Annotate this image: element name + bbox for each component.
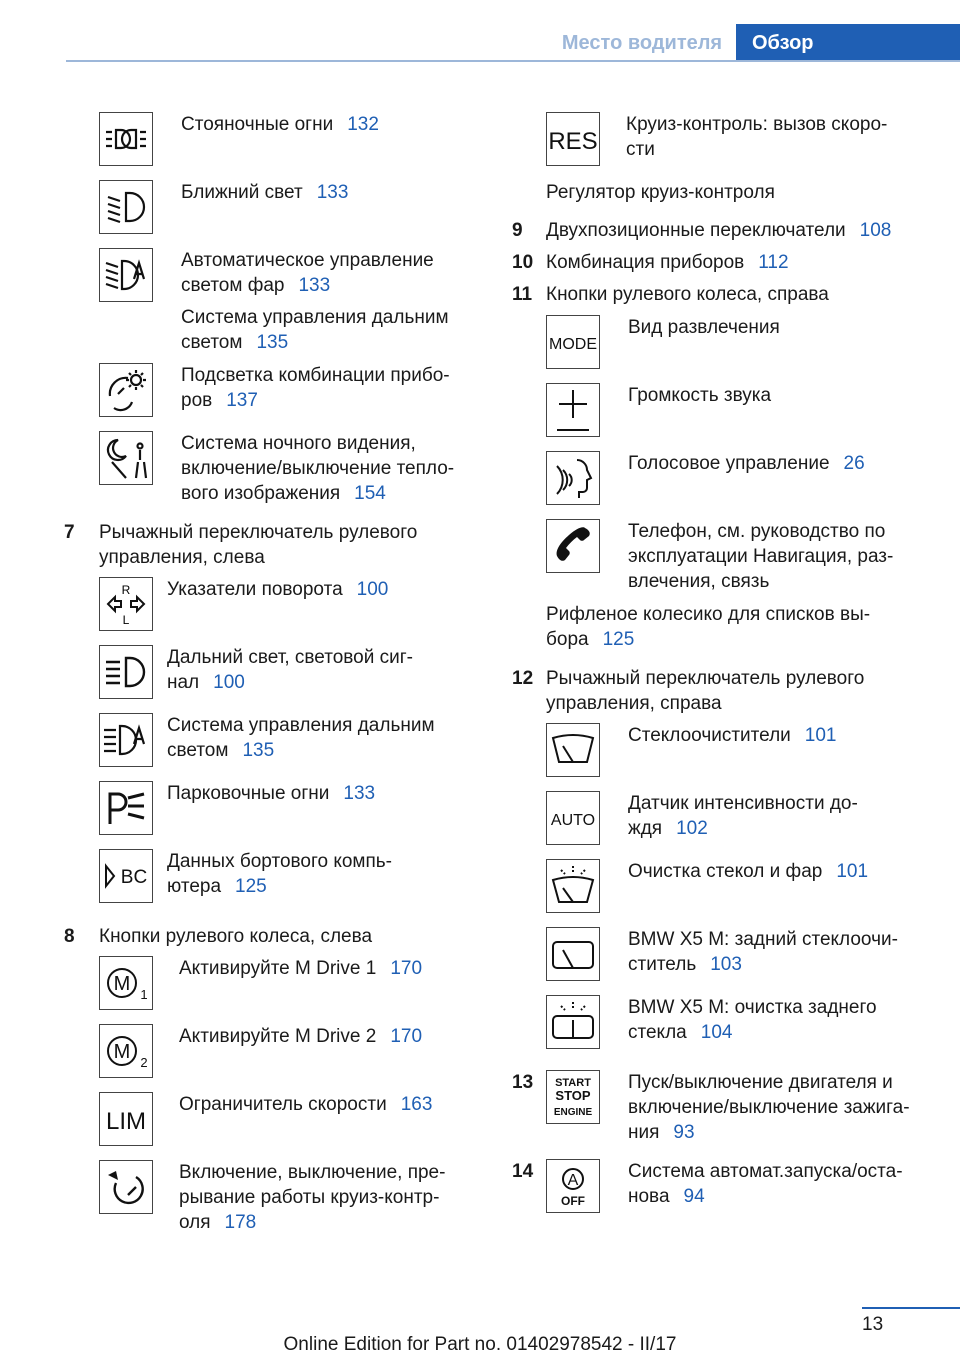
entry-start-stop: Пуск/выключение двигателя и включение/выключение зажига- ния 93 — [628, 1072, 910, 1143]
washer-icon — [546, 859, 600, 913]
volume-icon — [546, 383, 600, 437]
entry-wipers: Стеклоочистители 101 — [628, 725, 837, 746]
stop-label: STOP — [555, 1088, 591, 1103]
entry-cruise-control: Включение, выключение, пре- рывание работы круиз-контр- оля 178 — [179, 1162, 446, 1233]
item-number: 10 — [512, 252, 534, 273]
board-computer-icon — [99, 849, 153, 903]
page-ref-link[interactable]: 101 — [804, 725, 837, 746]
entry-auto-start-stop: Система автомат.запуска/оста- нова 94 — [628, 1161, 903, 1207]
section-left-buttons: Кнопки рулевого колеса, слева — [99, 926, 373, 947]
page-ref-link[interactable]: 104 — [700, 1022, 733, 1043]
section-left-stalk: Рычажный переключатель рулевого управления, слева — [99, 522, 418, 568]
page-ref-link[interactable]: 133 — [316, 182, 349, 203]
start-label: START — [555, 1077, 591, 1089]
entry-turn-signals: Указатели поворота 100 — [167, 579, 389, 600]
item-number: 12 — [512, 668, 534, 689]
entry-voice-control: Голосовое управление 26 — [628, 453, 865, 474]
page-ref-link[interactable]: 154 — [354, 483, 386, 504]
voice-control-icon — [546, 451, 600, 505]
mode-icon — [546, 315, 600, 369]
entry-entertainment-view: Вид развлечения — [628, 317, 780, 338]
page-ref-link[interactable]: 163 — [400, 1094, 433, 1115]
auto-headlight-icon — [99, 248, 153, 302]
entry-high-beam-assist-2: Система управления дальним светом 135 — [167, 715, 435, 761]
entry-high-beam: Дальний свет, световой сиг- нал 100 — [167, 647, 413, 693]
entry-rear-wiper: BMW X5 M: задний стеклоочи- ститель 103 — [628, 929, 898, 975]
page-ref-link[interactable]: 170 — [390, 958, 423, 979]
entry-m-drive-2: Активируйте M Drive 2 170 — [179, 1026, 423, 1047]
page-ref-link[interactable]: 93 — [673, 1122, 695, 1143]
page-ref-link[interactable]: 102 — [676, 818, 708, 839]
entry-low-beam: Ближний свет 133 — [181, 182, 349, 203]
m-label: M — [113, 1041, 131, 1063]
page-ref-link[interactable]: 100 — [213, 672, 245, 693]
bc-label: BC — [120, 867, 148, 888]
entry-washer: Очистка стекол и фар 101 — [628, 861, 869, 882]
page-ref-link[interactable]: 94 — [683, 1186, 705, 1207]
entry-high-beam-assist: Система управления дальним светом 135 — [181, 307, 449, 353]
speed-limiter-icon — [99, 1092, 153, 1146]
high-beam-icon — [99, 645, 153, 699]
item-number: 14 — [512, 1161, 534, 1182]
entry-speed-limiter: Ограничитель скорости 163 — [179, 1094, 433, 1115]
section-title: Место водителя — [561, 32, 723, 54]
off-label: OFF — [561, 1194, 585, 1208]
wiper-icon — [546, 723, 600, 777]
section-rocker-switches: Двухпозиционные переключатели 108 — [546, 220, 892, 241]
high-beam-assist-icon — [99, 713, 153, 767]
lim-label: LIM — [105, 1108, 147, 1135]
footer-edition: Online Edition for Part no. 01402978542 - II/17 — [283, 1334, 677, 1355]
page-number-rule — [862, 1307, 960, 1309]
section-right-buttons: Кнопки рулевого колеса, справа — [546, 284, 829, 305]
rear-wiper-icon — [546, 927, 600, 981]
m-drive-2-icon — [99, 1024, 153, 1078]
page-ref-link[interactable]: 100 — [356, 579, 389, 600]
page-ref-link[interactable]: 108 — [859, 220, 892, 241]
page-ref-link[interactable]: 135 — [242, 740, 275, 761]
entry-board-computer: Данных бортового компь- ютера 125 — [167, 851, 392, 897]
instrument-lighting-icon — [99, 363, 153, 417]
low-beam-icon — [99, 180, 153, 234]
item-number: 11 — [512, 284, 533, 305]
page-ref-link[interactable]: 125 — [602, 629, 635, 650]
m-drive-1-icon — [99, 956, 153, 1010]
entry-rear-washer: BMW X5 M: очистка заднего стекла 104 — [628, 997, 877, 1043]
rear-washer-icon — [546, 995, 600, 1049]
resume-speed-icon — [546, 112, 600, 166]
entry-thumbwheel: Рифленое колесико для списков вы- бора 125 — [546, 604, 871, 650]
entry-parking-light-p: Парковочные огни 133 — [167, 783, 376, 804]
turn-l-label: L — [122, 613, 130, 627]
page-ref-link[interactable]: 125 — [235, 876, 267, 897]
res-label: RES — [548, 128, 598, 155]
page-ref-link[interactable]: 133 — [298, 275, 331, 296]
parking-light-p-icon — [99, 781, 153, 835]
page-ref-link[interactable]: 133 — [343, 783, 376, 804]
item-number: 7 — [64, 522, 75, 543]
entry-phone: Телефон, см. руководство по эксплуатации Навигация, раз- влечения, связь — [628, 521, 894, 592]
section-right-stalk: Рычажный переключатель рулевого управления, справа — [546, 668, 865, 714]
item-number: 13 — [512, 1072, 534, 1093]
m-label: M — [113, 973, 131, 995]
a-label: A — [567, 1172, 579, 1189]
page-ref-link[interactable]: 26 — [843, 453, 865, 474]
turn-r-label: R — [121, 583, 131, 597]
m1-label: 1 — [140, 987, 148, 1002]
entry-parking-lights: Стояночные огни 132 — [181, 114, 379, 135]
entry-resume-speed: Круиз-контроль: вызов скоро- сти — [626, 114, 888, 160]
parking-lights-icon — [99, 112, 153, 166]
page-number: 13 — [862, 1314, 884, 1335]
item-number: 8 — [64, 926, 75, 947]
tab-overview[interactable]: Обзор — [736, 24, 960, 62]
cruise-control-icon — [99, 1160, 153, 1214]
entry-volume: Громкость звука — [628, 385, 772, 406]
engine-label: ENGINE — [553, 1107, 593, 1118]
header-rule — [66, 60, 960, 62]
mode-label: MODE — [549, 336, 597, 353]
rain-sensor-icon — [546, 791, 600, 845]
page-ref-link[interactable]: 101 — [836, 861, 869, 882]
page-ref-link[interactable]: 112 — [758, 252, 789, 273]
page-ref-link[interactable]: 178 — [224, 1212, 257, 1233]
page-ref-link[interactable]: 137 — [226, 390, 258, 411]
page-ref-link[interactable]: 132 — [347, 114, 379, 135]
m2-label: 2 — [140, 1055, 148, 1070]
night-vision-icon — [99, 431, 153, 485]
entry-night-vision: Система ночного видения, включение/выключение тепло- вого изображения 154 — [181, 433, 455, 504]
page-ref-link[interactable]: 135 — [256, 332, 289, 353]
turn-signal-icon — [99, 577, 153, 631]
entry-instrument-lighting: Подсветка комбинации прибо- ров 137 — [181, 365, 450, 411]
page-ref-link[interactable]: 103 — [710, 954, 742, 975]
entry-rain-sensor: Датчик интенсивности до- ждя 102 — [628, 793, 858, 839]
entry-m-drive-1: Активируйте M Drive 1 170 — [179, 958, 423, 979]
auto-label: AUTO — [550, 812, 596, 829]
start-stop-icon — [546, 1070, 600, 1124]
entry-auto-headlight: Автоматическое управление светом фар 133 — [181, 250, 434, 296]
item-number: 9 — [512, 220, 523, 241]
phone-icon — [546, 519, 600, 573]
entry-cruise-regulator: Регулятор круиз-контроля — [546, 182, 775, 203]
page-ref-link[interactable]: 170 — [390, 1026, 423, 1047]
section-instrument-cluster: Комбинация приборов 112 — [546, 252, 789, 273]
auto-start-stop-icon — [546, 1159, 600, 1213]
